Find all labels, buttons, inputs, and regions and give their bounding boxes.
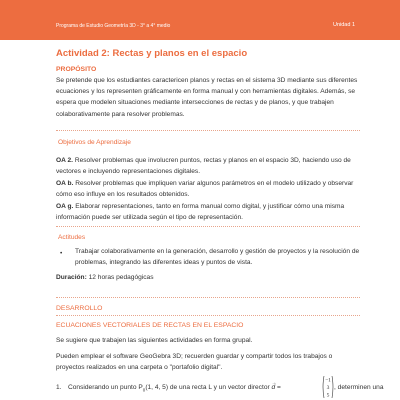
bullet-icon: • bbox=[60, 250, 63, 257]
item-1-text-a: Considerando un punto P bbox=[68, 384, 143, 391]
oa-g bbox=[56, 201, 360, 223]
oa-text: cómo eso influye en los resultados obtenidos. bbox=[56, 191, 190, 199]
desarrollo-heading: DESARROLLO bbox=[56, 305, 103, 312]
actitudes-heading: Actitudes bbox=[58, 234, 86, 241]
divider bbox=[56, 226, 360, 227]
duracion-value: 12 horas pedagógicas bbox=[88, 274, 154, 281]
oa-code: OA 2. bbox=[56, 157, 73, 164]
oa-text: Resolver problemas que involucren puntos, rectas y planos en el espacio 3D, haciendo uso de bbox=[74, 157, 351, 164]
geogebra-line: proyectos realizados en una carpeta o "portafolio digital". bbox=[56, 364, 223, 372]
item-number: 1. bbox=[56, 384, 62, 391]
objetivos-heading: Objetivos de Aprendizaje bbox=[58, 139, 131, 146]
oa-code: OA g. bbox=[56, 203, 74, 210]
vector-symbol: d → bbox=[271, 380, 277, 391]
vector-component: 3 bbox=[326, 385, 330, 391]
proposito-line: Se pretende que los estudiantes caractericen planos y rectas en el sistema 3D mediante sus diferentes bbox=[56, 77, 358, 84]
activity-title: Actividad 2: Rectas y planos en el espacio bbox=[56, 48, 248, 59]
desarrollo-intro: Se sugiere que trabajen las siguientes actividades en forma grupal. bbox=[56, 337, 253, 344]
proposito-text bbox=[56, 75, 360, 120]
oa-2 bbox=[56, 155, 360, 177]
actitudes-line: problemas, integrando las diferentes ideas y puntos de vista. bbox=[75, 259, 253, 267]
oa-text: Resolver problemas que impliquen variar algunos parámetros en el modelo utilizado y observar bbox=[75, 180, 354, 187]
divider bbox=[56, 130, 360, 131]
vector-matrix bbox=[322, 375, 334, 399]
geogebra-note bbox=[56, 351, 360, 373]
proposito-line: espera que modelen situaciones mediante intersecciones de rectas y de planos, y que trabajen bbox=[56, 99, 334, 107]
point-subscript: 0 bbox=[142, 387, 146, 393]
item-1-text: Considerando un punto $P_0(1$, 4, 5) de una recta L y un vector director d → = bbox=[68, 380, 281, 393]
actitudes-line: Trabajar colaborativamente en la generación, desarrollo y gestión de proyectos y la resolución de bbox=[75, 248, 360, 255]
oa-code: OA b. bbox=[56, 180, 74, 187]
header-bar bbox=[0, 0, 400, 40]
proposito-line: colaborativamente para resolver problemas. bbox=[56, 110, 185, 118]
duracion-label: Duración: bbox=[56, 274, 87, 281]
oa-text: información puede ser utilizada según el tipo de representación. bbox=[56, 214, 243, 222]
vector-arrow-icon: → bbox=[271, 380, 277, 386]
item-1-text-c: , determinen una bbox=[334, 384, 384, 391]
divider bbox=[56, 297, 360, 298]
oa-text: Elaborar representaciones, tanto en forma manual como digital, y justificar cómo una misma bbox=[75, 203, 345, 210]
unit-label: Unidad 1 bbox=[333, 22, 356, 28]
oa-b bbox=[56, 178, 360, 200]
vector-component: 5 bbox=[326, 392, 330, 399]
item-1-text-b: (1, 4, 5) de una recta L y un vector director bbox=[145, 384, 270, 391]
vector-component: −1 bbox=[325, 377, 331, 384]
course-title: Programa de Estudio Geometría 3D - 3° a 4° medio bbox=[56, 23, 171, 29]
desarrollo-subheading: ECUACIONES VECTORIALES DE RECTAS EN EL ESPACIO bbox=[56, 322, 244, 329]
left-paren bbox=[323, 376, 324, 398]
oa-text: vectores e incluyendo representaciones digitales. bbox=[56, 168, 201, 176]
duracion bbox=[56, 272, 360, 283]
actitudes-item bbox=[75, 246, 360, 268]
geogebra-line: Pueden emplear el software GeoGebra 3D; recuerden guardar y compartir todos los trabajos o bbox=[56, 353, 333, 360]
proposito-line: ecuaciones y los representen gráficamente en forma manual y con herramientas digitales. Además, se bbox=[56, 88, 356, 96]
right-paren bbox=[332, 376, 333, 398]
proposito-heading: PROPÓSITO bbox=[56, 66, 97, 73]
divider bbox=[56, 315, 360, 316]
